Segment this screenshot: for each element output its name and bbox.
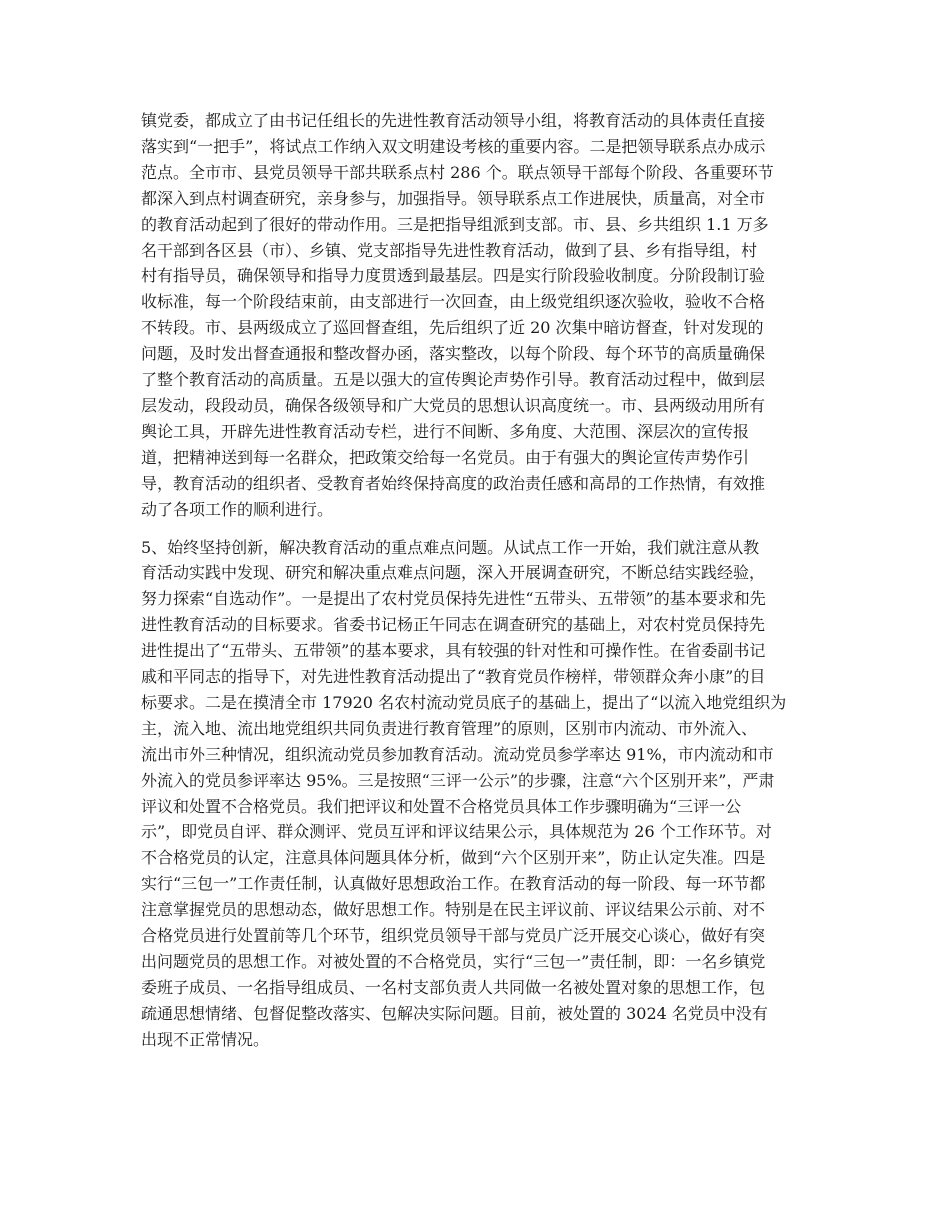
text-line: 镇党委，都成立了由书记任组长的先进性教育活动领导小组，将教育活动的具体责任直接 <box>141 111 766 130</box>
text-line: 道，把精神送到每一名群众，把政策交给每一名党员。由于有强大的舆论宣传声势作引 <box>141 447 750 467</box>
text-line: 村有指导员，确保领导和指导力度贯透到最基层。四是实行阶段验收制度。分阶段制订验 <box>141 266 766 286</box>
text-line: 注意掌握党员的思想动态，做好思想工作。特别是在民主评议前、评议结果公示前、对不 <box>141 900 766 920</box>
text-line: 实行“三包一”工作责任制，认真做好思想政治工作。在教育活动的每一阶段、每一环节都 <box>141 874 766 894</box>
text-line: 合格党员进行处置前等几个环节，组织党员领导干部与党员广泛开展交心谈心，做好有突 <box>141 926 766 946</box>
text-line: 了整个教育活动的高质量。五是以强大的宣传舆论声势作引导。教育活动过程中，做到层 <box>141 370 766 390</box>
paragraph-innovation-section-5 <box>141 535 811 1053</box>
text-line: 舆论工具，开辟先进性教育活动专栏，进行不间断、多角度、大范围、深层次的宣传报 <box>141 421 750 441</box>
text-line: 标要求。二是在摸清全市 17920 名农村流动党员底子的基础上，提出了“以流入地党组织为 <box>141 692 787 712</box>
text-line: 出现不正常情况。 <box>141 1029 270 1049</box>
text-line: 的教育活动起到了很好的带动作用。三是把指导组派到支部。市、县、乡共组织 1.1 万多 <box>141 214 769 234</box>
text-line: 收标准，每一个阶段结束前，由支部进行一次回查，由上级党组织逐次验收，验收不合格 <box>141 292 766 312</box>
paragraph-leadership-measures <box>141 108 811 523</box>
text-line: 5、始终坚持创新，解决教育活动的重点难点问题。从试点工作一开始，我们就注意从教 <box>141 537 760 557</box>
text-line: 疏通思想情绪、包督促整改落实、包解决实际问题。目前，被处置的 3024 名党员中没有 <box>141 1003 768 1023</box>
text-line: 动了各项工作的顺利进行。 <box>141 499 334 519</box>
text-line: 范点。全市市、县党员领导干部共联系点村 286 个。联点领导干部每个阶段、各重要环节 <box>141 162 774 182</box>
text-line: 育活动实践中发现、研究和解决重点难点问题，深入开展调查研究，不断总结实践经验， <box>141 563 766 583</box>
text-line: 努力探索“自选动作”。一是提出了农村党员保持先进性“五带头、五带领”的基本要求和先 <box>141 589 766 609</box>
text-line: 戚和平同志的指导下，对先进性教育活动提出了“教育党员作榜样，带领群众奔小康”的目 <box>141 667 766 687</box>
text-line: 都深入到点村调查研究，亲身参与，加强指导。领导联系点工作进展快，质量高，对全市 <box>141 188 766 208</box>
text-line: 评议和处置不合格党员。我们把评议和处置不合格党员具体工作步骤明确为“三评一公 <box>141 796 742 816</box>
text-line: 流出市外三种情况，组织流动党员参加教育活动。流动党员参学率达 91%，市内流动和市 <box>141 744 774 764</box>
text-line: 外流入的党员参评率达 95%。三是按照“三评一公示”的步骤，注意“六个区别开来”，严肃 <box>141 770 775 790</box>
text-line: 不转段。市、县两级成立了巡回督查组，先后组织了近 20 次集中暗访督查，针对发现的 <box>141 318 764 338</box>
text-line: 示”，即党员自评、群众测评、党员互评和评议结果公示，具体规范为 26 个工作环节。对 <box>141 822 772 842</box>
text-line: 名干部到各区县（市）、乡镇、党支部指导先进性教育活动，做到了县、乡有指导组，村 <box>141 240 758 260</box>
document-body <box>141 108 811 1053</box>
text-line: 委班子成员、一名指导组成员、一名村支部负责人共同做一名被处置对象的思想工作，包 <box>141 977 766 997</box>
text-line: 落实到“一把手”，将试点工作纳入双文明建设考核的重要内容。二是把领导联系点办成示 <box>141 136 766 156</box>
text-line: 层发动，段段动员，确保各级领导和广大党员的思想认识高度统一。市、县两级动用所有 <box>141 395 766 415</box>
text-line: 出问题党员的思想工作。对被处置的不合格党员，实行“三包一”责任制，即：一名乡镇党 <box>141 952 766 971</box>
text-line: 不合格党员的认定，注意具体问题具体分析，做到“六个区别开来”，防止认定失准。四是 <box>141 848 766 868</box>
text-line: 主，流入地、流出地党组织共同负责进行教育管理”的原则，区别市内流动、市外流入、 <box>141 718 758 738</box>
text-line: 导，教育活动的组织者、受教育者始终保持高度的政治责任感和高昂的工作热情，有效推 <box>141 473 766 493</box>
text-line: 进性提出了“五带头、五带领”的基本要求，具有较强的针对性和可操作性。在省委副书记 <box>141 641 766 661</box>
text-line: 进性教育活动的目标要求。省委书记杨正午同志在调查研究的基础上，对农村党员保持先 <box>141 615 766 635</box>
text-line: 问题，及时发出督查通报和整改督办函，落实整改，以每个阶段、每个环节的高质量确保 <box>141 344 766 364</box>
